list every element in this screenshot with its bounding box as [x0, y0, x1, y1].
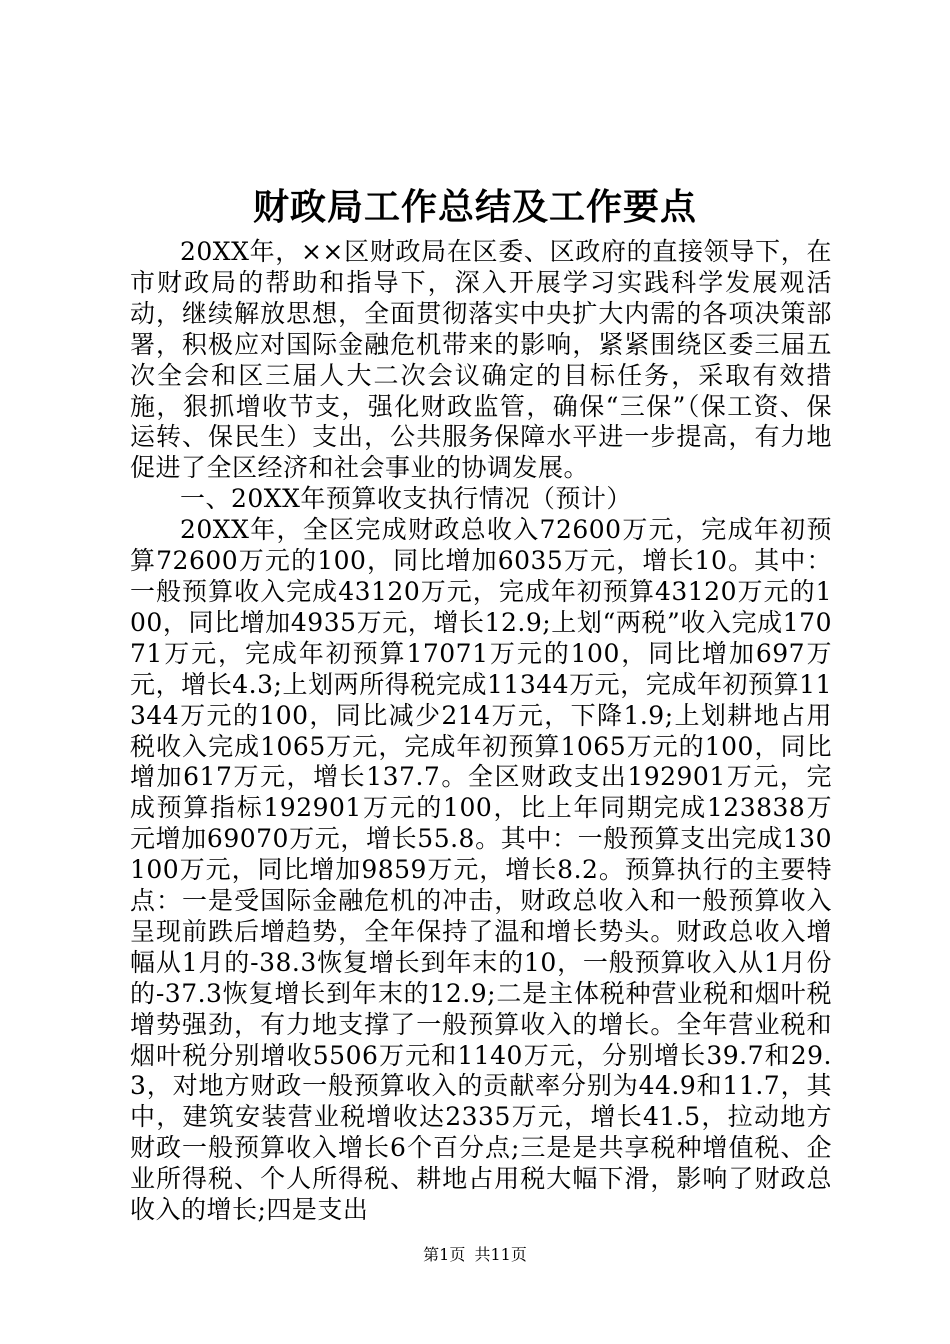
paragraph-intro: 20XX年，××区财政局在区委、区政府的直接领导下，在市财政局的帮助和指导下，深入开展学习实践科学发展观活动，继续解放思想，全面贯彻落实中央扩大内需的各项决策部署，积极应对国际金融危机带来的影响，紧紧围绕区委三届五次全会和区三届人大二次会议确定的目标任务，采取有效措施，狠抓增收节支，强化财政监管，确保“三保”（保工资、保运转、保民生）支出，公共服务保障水平进一步提高，有力地促进了全区经济和社会事业的协调发展。	[130, 237, 832, 483]
paragraph-budget-execution: 20XX年，全区完成财政总收入72600万元，完成年初预算72600万元的100，同比增加6035万元，增长10。其中：一般预算收入完成43120万元，完成年初预算43120万元的100，同比增加4935万元，增长12.9;上划“两税”收入完成17071万元，完成年初预算17071万元的100，同比增加697万元，增长4.3;上划两所得税完成11344万元，完成年初预算11344万元的100，同比减少214万元，下降1.9;上划耕地占用税收入完成1065万元，完成年初预算1065万元的100，同比增加617万元，增长137.7。全区财政支出192901万元，完成预算指标192901万元的100，比上年同期完成123838万元增加69070万元，增长55.8。其中：一般预算支出完成130100万元，同比增加9859万元，增长8.2。预算执行的主要特点：一是受国际金融危机的冲击，财政总收入和一般预算收入呈现前跌后增趋势，全年保持了温和增长势头。财政总收入增幅从1月的-38.3恢复增长到年末的10，一般预算收入从1月份的-37.3恢复增长到年末的12.9;二是主体税种营业税和烟叶税增势强劲，有力地支撑了一般预算收入的增长。全年营业税和烟叶税分别增收5506万元和1140万元，分别增长39.7和29.3，对地方财政一般预算收入的贡献率分别为44.9和11.7，其中，建筑安装营业税增收达2335万元，增长41.5，拉动地方财政一般预算收入增长6个百分点;三是是共享税种增值税、企业所得税、个人所得税、耕地占用税大幅下滑，影响了财政总收入的增长;四是支出	[130, 515, 832, 1225]
page-total: 共11页	[474, 1245, 527, 1264]
document-body	[130, 237, 832, 1226]
page-footer	[0, 1244, 950, 1266]
section-heading: 一、20XX年预算收支执行情况（预计）	[180, 484, 632, 514]
page-number: 第1页	[423, 1245, 466, 1264]
document-title: 财政局工作总结及工作要点	[252, 186, 697, 228]
